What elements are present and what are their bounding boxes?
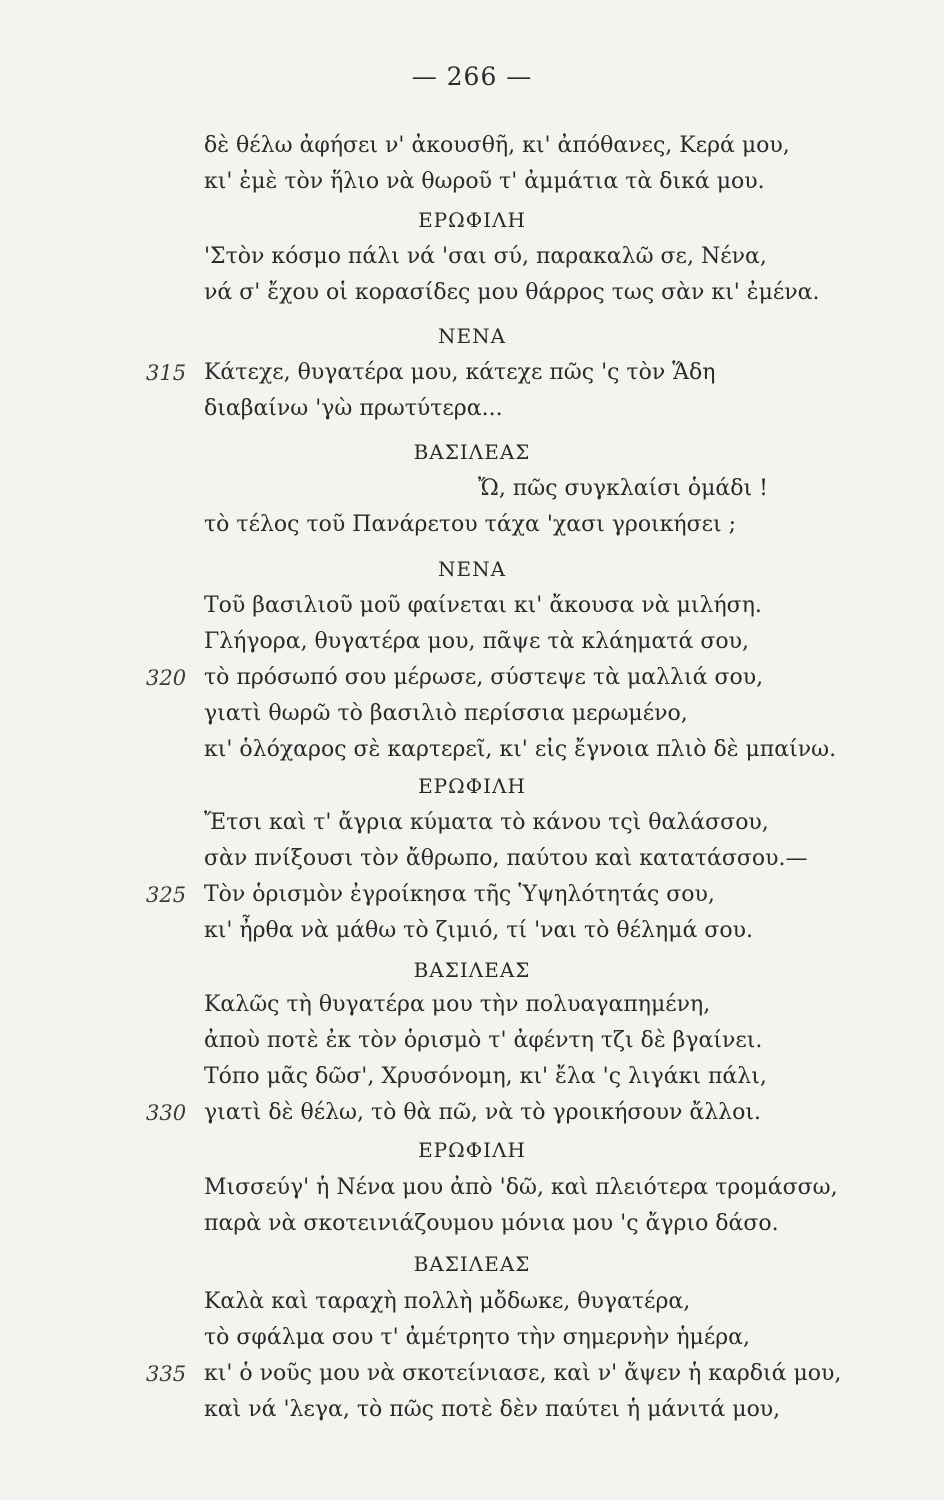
verse-line: Τοῦ βασιλιοῦ μοῦ φαίνεται κι' ἄκουσα νὰ μιλήση.	[204, 593, 762, 618]
verse-line: παρὰ νὰ σκοτεινιάζουμου μόνια μου 'ς ἄγριο δάσο.	[204, 1211, 779, 1236]
verse-line: δὲ θέλω ἀφήσει ν' ἀκουσθῆ, κι' ἀπόθανες, Κερά μου,	[204, 133, 790, 158]
verse-line: γιατὶ θωρῶ τὸ βασιλιὸ περίσσια μερωμένο,	[204, 701, 688, 726]
verse-line: 'Στὸν κόσμο πάλι νά 'σαι σύ, παρακαλῶ σε, Νένα,	[204, 244, 767, 269]
speaker-name: ΒΑΣΙΛΕΑΣ	[413, 958, 531, 982]
speaker-name: ΕΡΩΦΙΛΗ	[418, 774, 526, 798]
verse-line: Τόπο μᾶς δῶσ', Χρυσόνομη, κι' ἔλα 'ς λιγάκι πάλι,	[204, 1064, 767, 1089]
verse-line: Ἔτσι καὶ τ' ἄγρια κύματα τὸ κάνου τςὶ θαλάσσου,	[204, 810, 769, 835]
line-number: 320	[146, 666, 187, 690]
verse-line: κι' ὁλόχαρος σὲ καρτερεῖ, κι' εἰς ἔγνοια πλιὸ δὲ μπαίνω.	[204, 737, 837, 762]
line-number: 315	[146, 361, 187, 385]
speaker-name: ΝΕΝΑ	[437, 324, 507, 348]
verse-line: νά σ' ἔχου οἱ κορασίδες μου θάρρος τως σὰν κι' ἐμένα.	[204, 280, 820, 305]
line-number: 330	[146, 1101, 187, 1125]
verse-line: κι' ὁ νοῦς μου νὰ σκοτείνιασε, καὶ ν' ἄψεν ἡ καρδιά μου,	[204, 1361, 842, 1386]
verse-line: Ὤ, πῶς συγκλαίσι ὁμάδι !	[478, 476, 768, 501]
speaker-name: ΕΡΩΦΙΛΗ	[418, 208, 526, 232]
verse-line: κι' ἐμὲ τὸν ἥλιο νὰ θωροῦ τ' ἀμμάτια τὰ δικά μου.	[204, 169, 765, 194]
verse-line: καὶ νά 'λεγα, τὸ πῶς ποτὲ δὲν παύτει ἡ μάνιτά μου,	[204, 1397, 781, 1422]
verse-line: τὸ πρόσωπό σου μέρωσε, σύστεψε τὰ μαλλιά σου,	[204, 665, 764, 690]
verse-line: κι' ἦρθα νὰ μάθω τὸ ζιμιό, τί 'ναι τὸ θέλημά σου.	[204, 918, 753, 943]
verse-line: σὰν πνίξουσι τὸν ἄθρωπο, παύτου καὶ κατατάσσου.—	[204, 846, 808, 871]
verse-line: Μισσεύγ' ἡ Νένα μου ἀπὸ 'δῶ, καὶ πλειότερα τρομάσσω,	[204, 1175, 838, 1200]
verse-line: τὸ τέλος τοῦ Πανάρετου τάχα 'χασι γροικήσει ;	[204, 512, 737, 537]
verse-line: γιατὶ δὲ θέλω, τὸ θὰ πῶ, νὰ τὸ γροικήσουν ἄλλοι.	[204, 1100, 761, 1125]
line-number: 335	[146, 1362, 187, 1386]
page-number: — 266 —	[411, 62, 533, 91]
speaker-name: ΒΑΣΙΛΕΑΣ	[413, 440, 531, 464]
speaker-name: ΒΑΣΙΛΕΑΣ	[413, 1252, 531, 1276]
verse-line: Καλῶς τὴ θυγατέρα μου τὴν πολυαγαπημένη,	[204, 992, 711, 1017]
line-number: 325	[146, 883, 187, 907]
verse-line: διαβαίνω 'γὼ πρωτύτερα...	[204, 396, 503, 421]
verse-line: ἀποὺ ποτὲ ἐκ τὸν ὁρισμὸ τ' ἀφέντη τζι δὲ βγαίνει.	[204, 1028, 763, 1053]
verse-line: Κάτεχε, θυγατέρα μου, κάτεχε πῶς 'ς τὸν Ἅδη	[204, 360, 716, 385]
speaker-name: ΝΕΝΑ	[437, 557, 507, 581]
verse-line: τὸ σφάλμα σου τ' ἀμέτρητο τὴν σημερνὴν ἡμέρα,	[204, 1325, 750, 1350]
speaker-name: ΕΡΩΦΙΛΗ	[418, 1138, 526, 1162]
verse-line: Τὸν ὁρισμὸν ἐγροίκησα τῆς Ὑψηλότητάς σου,	[204, 882, 715, 907]
verse-line: Καλὰ καὶ ταραχὴ πολλὴ μὄδωκε, θυγατέρα,	[204, 1289, 691, 1314]
verse-line: Γλήγορα, θυγατέρα μου, πᾶψε τὰ κλάηματά σου,	[204, 629, 749, 654]
